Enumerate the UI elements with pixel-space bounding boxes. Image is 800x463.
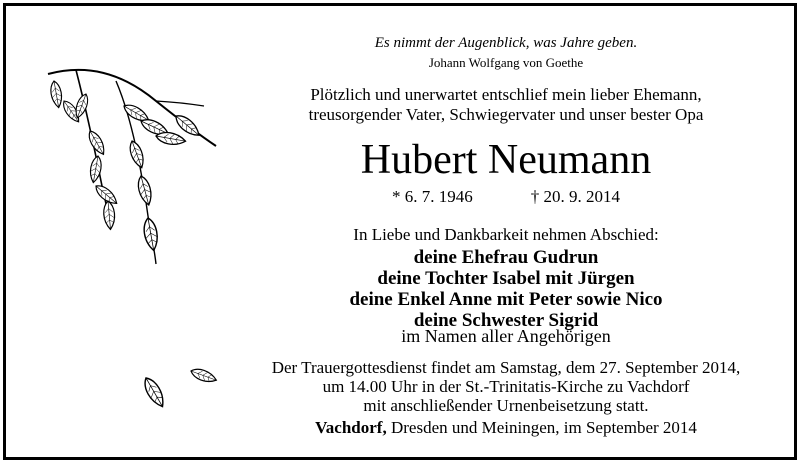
intro-line: treusorgender Vater, Schwiegervater und unser bester Opa — [308, 105, 704, 124]
life-dates — [186, 187, 797, 207]
farewell-line: In Liebe und Dankbarkeit nehmen Abschied: — [353, 225, 659, 244]
mourner: deine Enkel Anne mit Peter sowie Nico — [349, 289, 663, 310]
obituary-notice — [3, 3, 797, 460]
service-line: mit anschließender Urnenbeisetzung statt. — [363, 396, 649, 415]
intro-line: Plötzlich und unerwartet entschlief mein lieber Ehemann, — [310, 85, 702, 104]
birth-date: * 6. 7. 1946 — [392, 187, 473, 206]
closing-place: Vachdorf, — [315, 418, 387, 437]
quote-author: Johann Wolfgang von Goethe — [428, 55, 584, 70]
mourner: deine Ehefrau Gudrun — [413, 247, 599, 268]
service-line: um 14.00 Uhr in der St.-Trinitatis-Kirche zu Vachdorf — [322, 377, 690, 396]
intro-text — [186, 85, 797, 125]
mourner: deine Tochter Isabel mit Jürgen — [377, 268, 635, 289]
service-line: Der Trauergottesdienst findet am Samstag, dem 27. September 2014, — [271, 358, 741, 377]
quote: Es nimmt der Augenblick, was Jahre geben. — [374, 35, 638, 51]
service-info — [186, 358, 797, 415]
closing-rest: Dresden und Meiningen, im September 2014 — [386, 418, 697, 437]
closing-line — [186, 418, 797, 438]
mourners-list — [186, 247, 797, 331]
mourner: deine Schwester Sigrid — [413, 310, 599, 331]
deceased-name: Hubert Neumann — [360, 137, 652, 183]
death-date: † 20. 9. 2014 — [530, 187, 620, 206]
all-relatives-line: im Namen aller Angehörigen — [401, 326, 611, 346]
